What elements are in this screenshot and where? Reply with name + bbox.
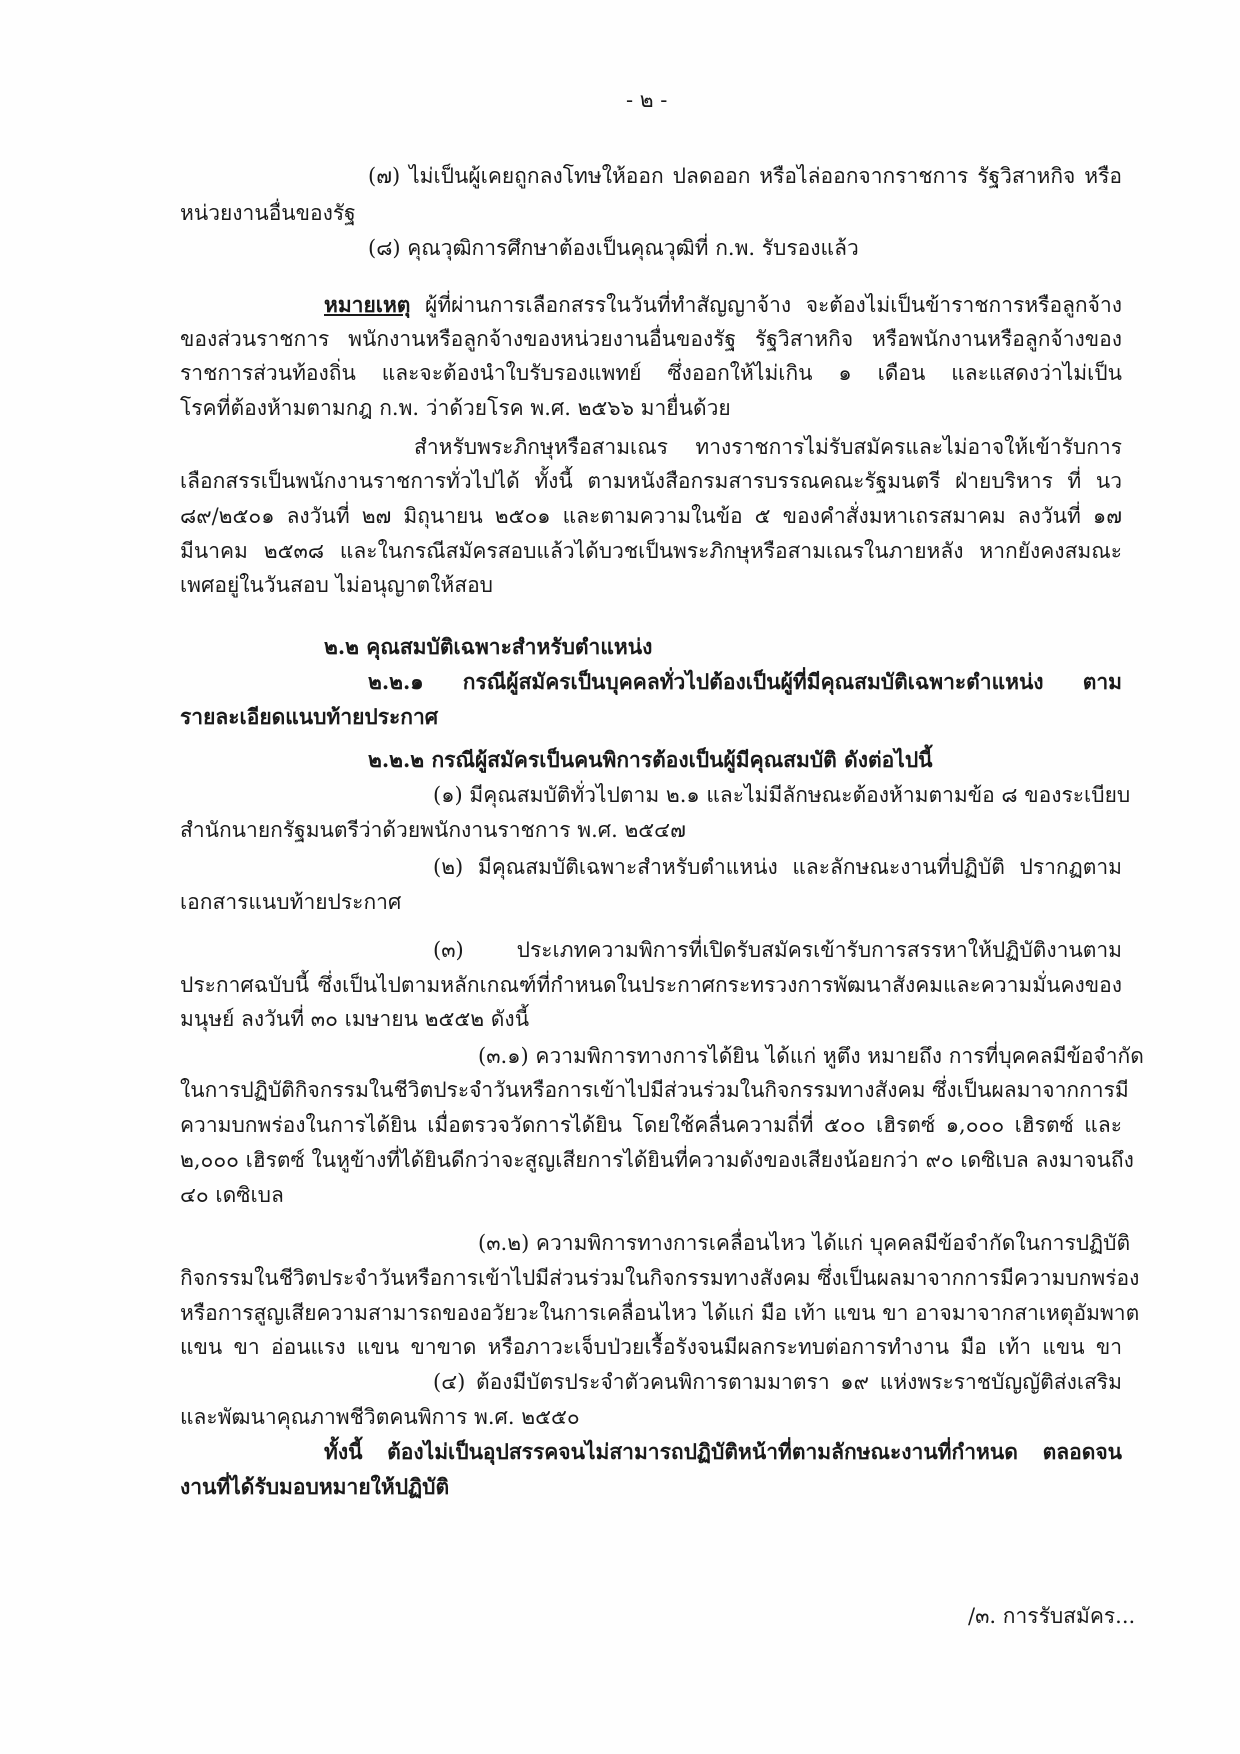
mobility-line-2: กิจกรรมในชีวิตประจำวันหรือการเข้าไปมีส่วนร่วมในกิจกรรมทางสังคม ซึ่งเป็นผลมาจากการมีความบกพร่อง	[180, 1266, 1140, 1290]
page-number: - ๒ -	[626, 88, 668, 112]
item-7-line-1: (๗) ไม่เป็นผู้เคยถูกลงโทษให้ออก ปลดออก หรือไล่ออกจากราชการ รัฐวิสาหกิจ หรือ	[368, 164, 1122, 188]
disabled-item-4-line-1: (๔) ต้องมีบัตรประจำตัวคนพิการตามมาตรา ๑๙ แห่งพระราชบัญญัติส่งเสริม	[433, 1370, 1122, 1394]
note-line-4: โรคที่ต้องห้ามตามกฎ ก.พ. ว่าด้วยโรค พ.ศ. ๒๕๖๖ มายื่นด้วย	[180, 396, 731, 420]
disabled-item-3-line-3: มนุษย์ ลงวันที่ ๓๐ เมษายน ๒๕๕๒ ดังนี้	[180, 1007, 530, 1031]
continuation-note: /๓. การรับสมัคร...	[968, 1604, 1136, 1628]
item-7-line-2: หน่วยงานอื่นของรัฐ	[180, 201, 356, 225]
closing-line-1: ทั้งนี้ ต้องไม่เป็นอุปสรรคจนไม่สามารถปฏิบัติหน้าที่ตามลักษณะงานที่กำหนด ตลอดจน	[324, 1439, 1122, 1464]
mobility-line-3: หรือการสูญเสียความสามารถของอวัยวะในการเคลื่อนไหว ได้แก่ มือ เท้า แขน ขา อาจมาจากสาเหตุอัมพาต	[180, 1301, 1140, 1325]
disabled-item-4-line-2: และพัฒนาคุณภาพชีวิตคนพิการ พ.ศ. ๒๕๕๐	[180, 1405, 580, 1429]
closing-line-2: งานที่ได้รับมอบหมายให้ปฏิบัติ	[180, 1474, 450, 1499]
section-2-2-heading: ๒.๒ คุณสมบัติเฉพาะสำหรับตำแหน่ง	[324, 634, 653, 659]
disabled-item-2-line-1: (๒) มีคุณสมบัติเฉพาะสำหรับตำแหน่ง และลักษณะงานที่ปฏิบัติ ปรากฏตาม	[433, 855, 1122, 879]
hearing-line-2: ในการปฏิบัติกิจกรรมในชีวิตประจำวันหรือการเข้าไปมีส่วนร่วมในกิจกรรมทางสังคม ซึ่งเป็นผลมาจากการมี	[180, 1078, 1129, 1102]
monk-line-2: เลือกสรรเป็นพนักงานราชการทั่วไปได้ ทั้งนี้ ตามหนังสือกรมสารบรรณคณะรัฐมนตรี ฝ่ายบริหาร ที่ นว	[180, 469, 1122, 493]
note-line-1	[324, 290, 1122, 320]
mobility-line-4: แขน ขา อ่อนแรง แขน ขาขาด หรือภาวะเจ็บป่วยเรื้อรังจนมีผลกระทบต่อการทำงาน มือ เท้า แขน ขา	[180, 1335, 1122, 1359]
monk-line-1: สำหรับพระภิกษุหรือสามเณร ทางราชการไม่รับสมัครและไม่อาจให้เข้ารับการ	[414, 435, 1122, 459]
note-line-3: ราชการส่วนท้องถิ่น และจะต้องนำใบรับรองแพทย์ ซึ่งออกให้ไม่เกิน ๑ เดือน และแสดงว่าไม่เป็น	[180, 361, 1122, 385]
hearing-line-1: (๓.๑) ความพิการทางการได้ยิน ได้แก่ หูตึง หมายถึง การที่บุคคลมีข้อจำกัด	[478, 1044, 1144, 1068]
disabled-item-3-line-1: (๓) ประเภทความพิการที่เปิดรับสมัครเข้ารับการสรรหาให้ปฏิบัติงานตาม	[433, 938, 1122, 962]
hearing-line-4: ๒,๐๐๐ เฮิรตซ์ ในหูข้างที่ได้ยินดีกว่าจะสูญเสียการได้ยินที่ความดังของเสียงน้อยกว่า ๙๐ เดซิเบล ลงมาจนถึง	[180, 1148, 1134, 1172]
note-line-1-text: ผู้ที่ผ่านการเลือกสรรในวันที่ทำสัญญาจ้าง จะต้องไม่เป็นข้าราชการหรือลูกจ้าง	[410, 293, 1122, 317]
monk-line-4: มีนาคม ๒๕๓๘ และในกรณีสมัครสอบแล้วได้บวชเป็นพระภิกษุหรือสามเณรในภายหลัง หากยังคงสมณะ	[180, 539, 1122, 563]
hearing-line-3: ความบกพร่องในการได้ยิน เมื่อตรวจวัดการได้ยิน โดยใช้คลื่นความถี่ที่ ๕๐๐ เฮิรตซ์ ๑,๐๐๐ เฮิรตซ์ และ	[180, 1113, 1122, 1137]
disabled-item-1-line-2: สำนักนายกรัฐมนตรีว่าด้วยพนักงานราชการ พ.ศ. ๒๕๔๗	[180, 818, 686, 842]
mobility-line-1: (๓.๒) ความพิการทางการเคลื่อนไหว ได้แก่ บุคคลมีข้อจำกัดในการปฏิบัติ	[478, 1231, 1131, 1255]
disabled-item-1-line-1: (๑) มีคุณสมบัติทั่วไปตาม ๒.๑ และไม่มีลักษณะต้องห้ามตามข้อ ๘ ของระเบียบ	[433, 783, 1131, 807]
hearing-line-5: ๔๐ เดซิเบล	[180, 1183, 284, 1207]
section-2-2-1-line-2: รายละเอียดแนบท้ายประกาศ	[180, 704, 439, 729]
item-8: (๘) คุณวุฒิการศึกษาต้องเป็นคุณวุฒิที่ ก.พ. รับรองแล้ว	[368, 236, 859, 260]
disabled-item-3-line-2: ประกาศฉบับนี้ ซึ่งเป็นไปตามหลักเกณฑ์ที่กำหนดในประกาศกระทรวงการพัฒนาสังคมและความมั่นคงของ	[180, 973, 1122, 997]
section-2-2-2-heading: ๒.๒.๒ กรณีผู้สมัครเป็นคนพิการต้องเป็นผู้มีคุณสมบัติ ดังต่อไปนี้	[368, 747, 933, 772]
disabled-item-2-line-2: เอกสารแนบท้ายประกาศ	[180, 890, 402, 914]
monk-line-3: ๘๙/๒๕๐๑ ลงวันที่ ๒๗ มิถุนายน ๒๕๐๑ และตามความในข้อ ๕ ของคำสั่งมหาเถรสมาคม ลงวันที่ ๑๗	[180, 504, 1122, 528]
note-label: หมายเหตุ	[324, 292, 411, 317]
section-2-2-1-line-1: ๒.๒.๑ กรณีผู้สมัครเป็นบุคคลทั่วไปต้องเป็นผู้ที่มีคุณสมบัติเฉพาะตำแหน่ง ตาม	[368, 669, 1122, 694]
monk-line-5: เพศอยู่ในวันสอบ ไม่อนุญาตให้สอบ	[180, 573, 494, 597]
note-line-2: ของส่วนราชการ พนักงานหรือลูกจ้างของหน่วยงานอื่นของรัฐ รัฐวิสาหกิจ หรือพนักงานหรือลูกจ้างของ	[180, 327, 1122, 351]
